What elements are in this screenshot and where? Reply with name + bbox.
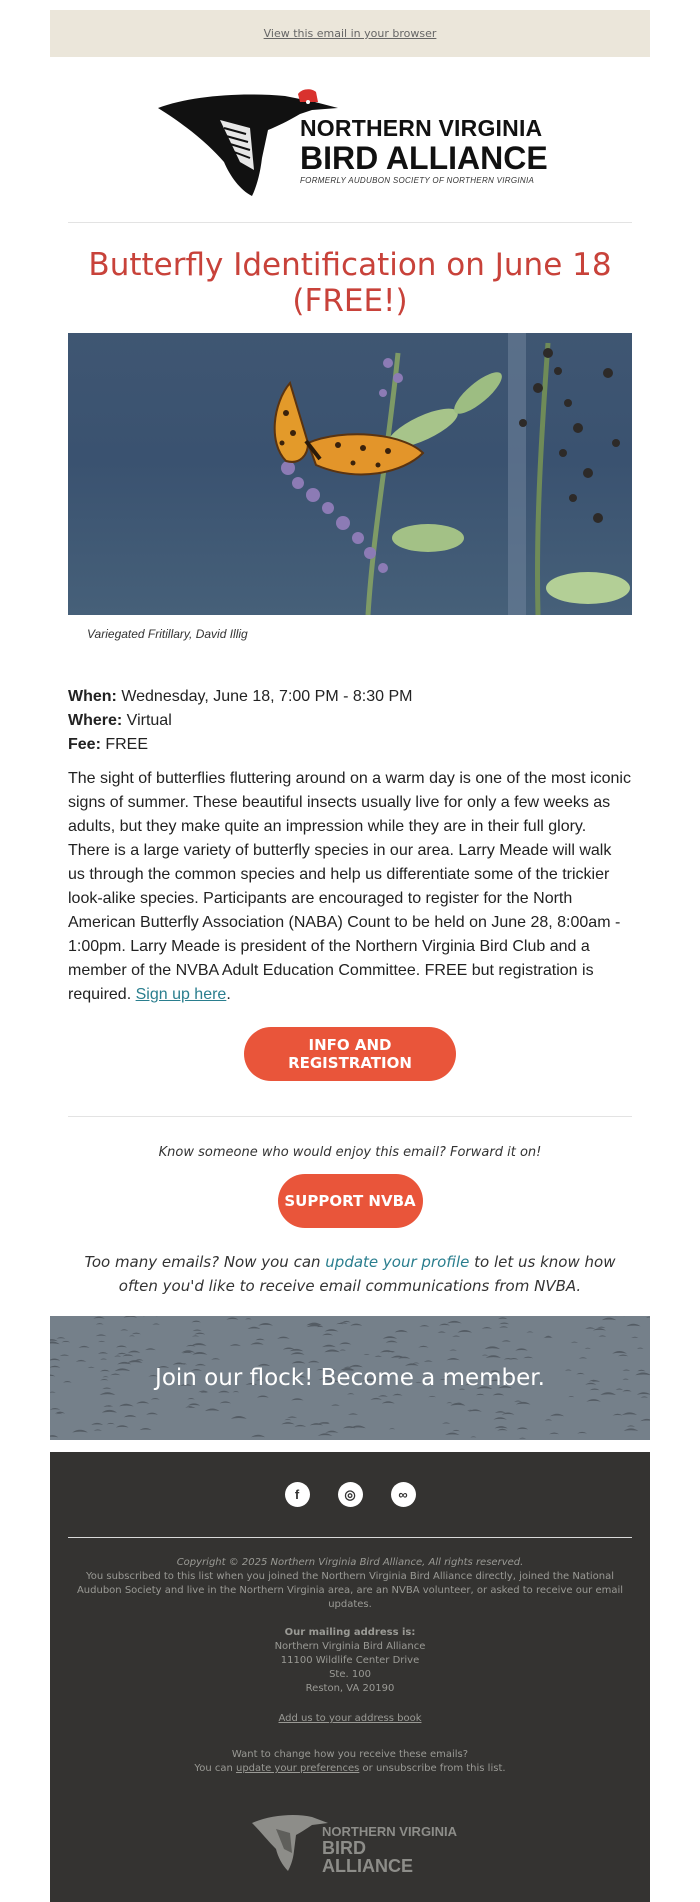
event-description [68, 767, 632, 1007]
description-text: The sight of butterflies fluttering around on a warm day is one of the most iconic signs of summer. These beautiful insects usually live for only a few weeks as adults, but they make quite an impression while they are in their full glory. There is a large variety of butterfly species in our area. Larry Meade will walk us through the common species and help us differentiate some of the trickier look-alike species. Participants are encouraged to register for the North American Butterfly Association (NABA) Count to be held on June 28, 8:00am - 1:00pm. Larry Meade is president of the Northern Virginia Bird Club and a member of the NVBA Adult Education Committee. FREE but registration is required. [68, 770, 631, 1003]
unsubscribe-text: or unsubscribe from this list. [359, 1763, 506, 1774]
butterfly-photo [68, 333, 632, 615]
event-fee [68, 733, 632, 757]
prefs-text-before: Too many emails? Now you can [84, 1253, 326, 1271]
info-registration-button[interactable]: INFO AND REGISTRATION [244, 1027, 456, 1081]
footer-logo [250, 1807, 460, 1877]
event-when [68, 685, 632, 709]
browser-view-bar [50, 10, 650, 57]
fee-value: FREE [100, 736, 149, 753]
content-divider [68, 1116, 632, 1117]
preferences-line [50, 1762, 650, 1776]
prefs-text-after: to let us know how often you'd like to receive email communications from NVBA. [118, 1253, 616, 1295]
address-line-2: 11100 Wildlife Center Drive [280, 1655, 420, 1666]
support-nvba-button[interactable]: SUPPORT NVBA [278, 1174, 423, 1228]
subscription-reason: You subscribed to this list when you joined the Northern Virginia Bird Alliance directly, joined the National Audubon Society and live in the Northern Virginia area, are an NVBA volunteer, or asked to receive our email updates. [76, 1571, 624, 1610]
add-address-book-link[interactable]: Add us to your address book [278, 1713, 422, 1724]
footer-woodpecker-icon [250, 1807, 330, 1871]
sign-up-link[interactable]: Sign up here [135, 986, 227, 1003]
update-profile-link[interactable]: update your profile [325, 1253, 470, 1271]
instagram-icon[interactable]: ◎ [338, 1482, 363, 1507]
description-tail: . [226, 986, 231, 1003]
facebook-icon[interactable]: f [285, 1482, 310, 1507]
email-preferences-note [80, 1250, 620, 1298]
address-line-3: Ste. 100 [329, 1669, 371, 1680]
butterfly-illustration [68, 333, 632, 615]
change-emails-question: Want to change how you receive these emails? [231, 1749, 469, 1760]
header-divider [68, 222, 632, 223]
membership-banner[interactable] [50, 1316, 650, 1440]
logo-line-bird-alliance: BIRD ALLIANCE [300, 139, 548, 176]
copyright-text: Copyright © 2025 Northern Virginia Bird Alliance, All rights reserved. [176, 1557, 524, 1568]
header-logo [50, 57, 650, 222]
link-icon[interactable]: ∞ [391, 1482, 416, 1507]
email-container [50, 10, 650, 1902]
when-value: Wednesday, June 18, 7:00 PM - 8:30 PM [116, 688, 413, 705]
footer [50, 1452, 650, 1902]
social-links [50, 1452, 650, 1507]
where-label: Where: [68, 712, 123, 729]
logo-lockup[interactable] [150, 75, 550, 205]
logo-line-northern-virginia: NORTHERN VIRGINIA [300, 114, 543, 141]
fee-label: Fee: [68, 736, 101, 753]
address-line-4: Reston, VA 20190 [305, 1683, 395, 1694]
event-details [68, 685, 632, 757]
update-preferences-link[interactable]: update your preferences [235, 1763, 360, 1774]
forward-prompt: Know someone who would enjoy this email? Forward it on! [158, 1145, 542, 1160]
logo-wordmark [300, 114, 548, 185]
event-where [68, 709, 632, 733]
photo-caption: Variegated Fritillary, David Illig [87, 627, 248, 641]
where-value: Virtual [122, 712, 172, 729]
footer-divider [68, 1537, 632, 1538]
mailing-address-label: Our mailing address is: [284, 1627, 416, 1638]
article-title: Butterfly Identification on June 18 (FREE!) [88, 247, 612, 319]
view-in-browser-link[interactable]: View this email in your browser [263, 27, 437, 40]
footer-wordmark [322, 1825, 460, 1875]
you-can-text: You can [194, 1763, 236, 1774]
footer-logo-line2: BIRD ALLIANCE [322, 1838, 413, 1876]
when-label: When: [68, 688, 117, 705]
logo-tagline: FORMERLY AUDUBON SOCIETY OF NORTHERN VIRGINIA [300, 175, 535, 185]
footer-logo-line1: NORTHERN VIRGINIA [322, 1824, 458, 1839]
membership-banner-text: Join our flock! Become a member. [155, 1365, 545, 1391]
address-line-1: Northern Virginia Bird Alliance [274, 1641, 426, 1652]
